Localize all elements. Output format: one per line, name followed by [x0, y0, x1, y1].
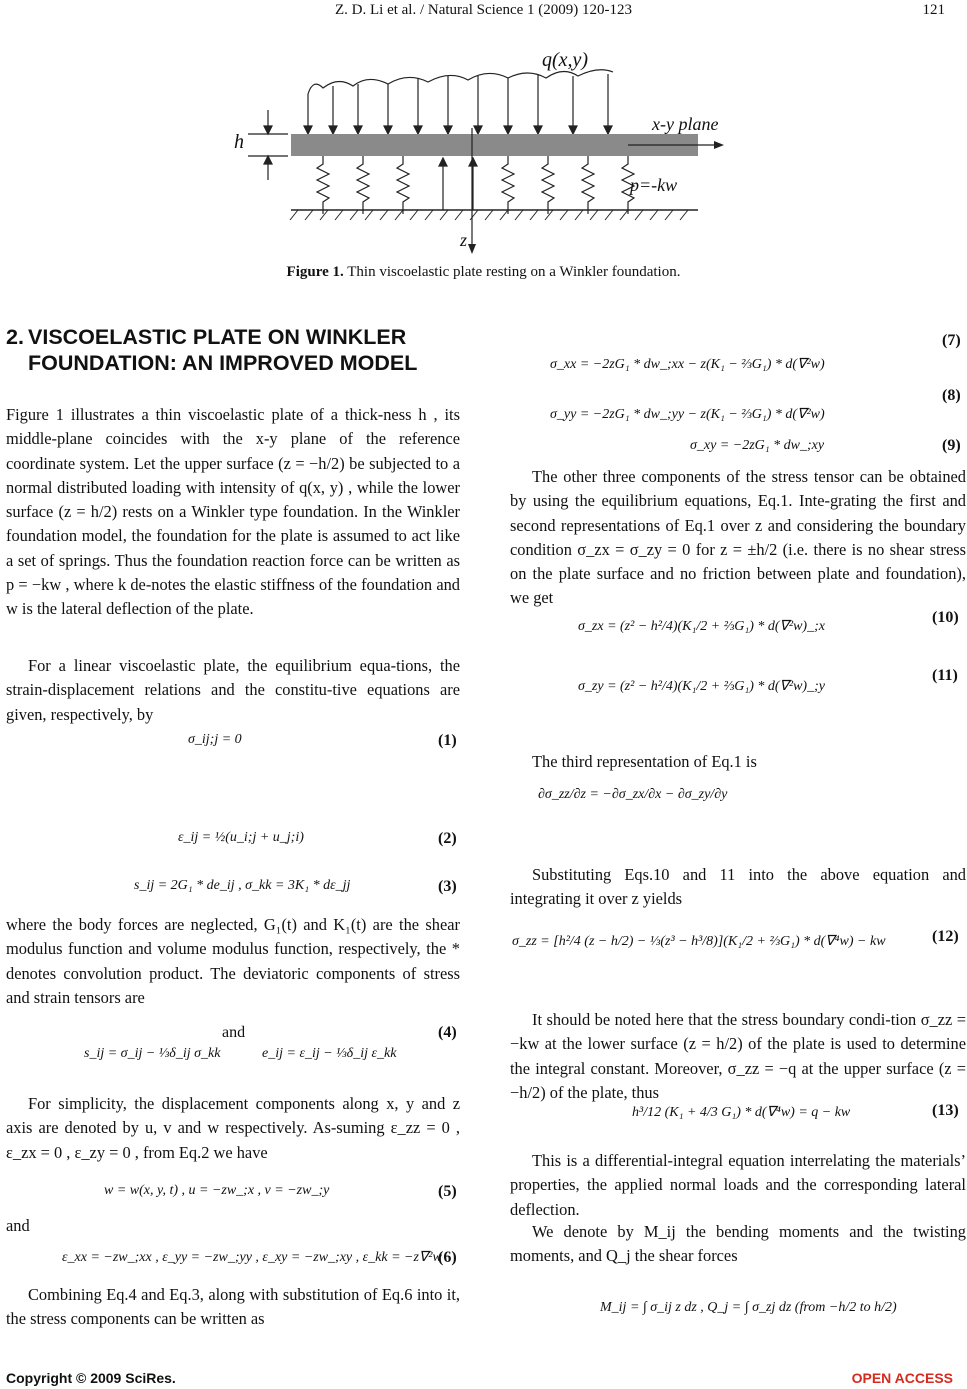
- left-paragraph-4: For simplicity, the displacement components along x, y and z axis are denoted by u, v and w respectively. As-suming ε_zz = 0 , ε_zx = 0 , ε_zy = 0 , from Eq.2 we have: [6, 1094, 460, 1162]
- left-paragraph-5: Combining Eq.4 and Eq.3, along with substitution of Eq.6 into it, the stress components can be written as: [6, 1285, 460, 1329]
- equation-12: σ_zz = [h²/4 (z − h/2) − ⅓(z³ − h³/8)](K₁/2 + ⅔G₁) * d(∇⁴w) − kw: [512, 934, 886, 949]
- equation-third-eq1: ∂σ_zz/∂z = −∂σ_zx/∂x − ∂σ_zy/∂y: [538, 787, 728, 802]
- caption-text: Thin viscoelastic plate resting on a Winkler foundation.: [343, 264, 681, 280]
- equation-10: σ_zx = (z² − h²/4)(K₁/2 + ⅔G₁) * d(∇²w)_;x: [578, 619, 825, 634]
- right-paragraph-2: The third representation of Eq.1 is: [532, 752, 757, 771]
- equation-4a: s_ij = σ_ij − ⅓δ_ij σ_kk: [84, 1046, 221, 1061]
- left-paragraph-1: Figure 1 illustrates a thin viscoelastic plate of a thick-ness h , its middle-plane coincides with the x-y plane of the reference coordinate system. Let the upper surface (z = −h/2) be subjected to a normal distributed loading with intensity of q(x, y) , while the lower surface (z = h/2) rests on a Winkler type foundation. In the Winkler foundation model, the foundation for the plate is assumed to act like a set of springs. Thus the foundation reaction force can be written as p = −kw , where k de-notes the elastic stiffness of the foundation and w is the lateral deflection of the plate.: [6, 405, 460, 619]
- equation-4b: e_ij = ε_ij − ⅓δ_ij ε_kk: [262, 1046, 397, 1061]
- right-paragraph-3: Substituting Eqs.10 and 11 into the above equation and integrating it over z yields: [510, 865, 966, 909]
- equation-number-8: (8): [942, 387, 961, 404]
- right-paragraph-4: It should be noted here that the stress boundary condi-tion σ_zz = −kw at the lower surface (z = h/2) of the plate is used to determine the integral constant. Moreover, σ_zz = −q at the upper surface (z = −h/2) of the plate, thus: [510, 1010, 966, 1102]
- footer-open-access[interactable]: OPEN ACCESS: [851, 1370, 953, 1386]
- equation-number-7: (7): [942, 332, 961, 349]
- running-header: Z. D. Li et al. / Natural Science 1 (2009) 120-123: [335, 2, 632, 18]
- equation-9: σ_xy = −2zG₁ * dw_;xy: [690, 438, 825, 453]
- equation-number-13: (13): [932, 1102, 959, 1119]
- equation-number-4: (4): [438, 1024, 457, 1041]
- equation-number-1: (1): [438, 732, 457, 749]
- caption-label: Figure 1.: [286, 264, 344, 280]
- right-paragraph-5: This is a differential-integral equation interrelating the materials’ properties, the applied normal loads and the corresponding lateral deflection.: [510, 1151, 966, 1219]
- equation-moments: M_ij = ∫ σ_ij z dz , Q_j = ∫ σ_zj dz (from −h/2 to h/2): [600, 1300, 897, 1315]
- left-paragraph-3: where the body forces are neglected, G₁(t) and K₁(t) are the shear modulus function and volume modulus function, respectively, the * denotes convolution product. The deviatoric components of stress and strain tensors are: [6, 915, 460, 1007]
- equation-4-and: and: [222, 1024, 246, 1041]
- left-paragraph-2: For a linear viscoelastic plate, the equilibrium equa-tions, the strain-displacement relations and the constitu-tive equations are given, respectively, by: [6, 656, 460, 724]
- equation-11: σ_zy = (z² − h²/4)(K₁/2 + ⅔G₁) * d(∇²w)_;y: [578, 679, 825, 694]
- equation-1: σ_ij;j = 0: [188, 732, 242, 747]
- right-paragraph-6: We denote by M_ij the bending moments and the twisting moments, and Q_j the shear forces: [510, 1222, 966, 1266]
- label-plane: x-y plane: [652, 114, 719, 134]
- section-title: VISCOELASTIC PLATE ON WINKLER FOUNDATION: AN IMPROVED MODEL: [28, 325, 418, 375]
- label-load: q(x,y): [542, 49, 589, 71]
- figure-plate-diagram: [228, 38, 738, 266]
- left-and: and: [6, 1216, 30, 1235]
- equation-number-11: (11): [932, 667, 958, 684]
- equation-number-6: (6): [438, 1249, 457, 1266]
- footer-copyright: Copyright © 2009 SciRes.: [6, 1370, 176, 1386]
- figure-caption: [0, 264, 967, 281]
- equation-8: σ_yy = −2zG₁ * dw_;yy − z(K₁ − ⅔G₁) * d(∇²w): [550, 407, 825, 422]
- page-number: 121: [922, 2, 945, 18]
- equation-13: h³/12 (K₁ + 4/3 G₁) * d(∇⁴w) = q − kw: [632, 1105, 851, 1120]
- label-axis-z: z: [460, 230, 468, 250]
- equation-number-9: (9): [942, 437, 961, 454]
- label-thickness: h: [234, 131, 244, 153]
- equation-number-5: (5): [438, 1183, 457, 1200]
- equation-6: ε_xx = −zw_;xx , ε_yy = −zw_;yy , ε_xy = −zw_;xy , ε_kk = −z∇²w: [62, 1250, 442, 1265]
- equation-7: σ_xx = −2zG₁ * dw_;xx − z(K₁ − ⅔G₁) * d(∇²w): [550, 357, 825, 372]
- equation-3: s_ij = 2G₁ * de_ij , σ_kk = 3K₁ * dε_jj: [134, 878, 351, 893]
- section-number: 2.: [6, 325, 24, 349]
- equation-number-12: (12): [932, 928, 959, 945]
- section-heading: [6, 324, 476, 376]
- equation-5: w = w(x, y, t) , u = −zw_;x , v = −zw_;y: [104, 1183, 330, 1198]
- equation-number-3: (3): [438, 878, 457, 895]
- label-reaction: p=-kw: [630, 175, 678, 195]
- equation-2: ε_ij = ½(u_i;j + u_j;i): [178, 830, 304, 845]
- equation-number-10: (10): [932, 609, 959, 626]
- equation-number-2: (2): [438, 830, 457, 847]
- right-paragraph-1: The other three components of the stress tensor can be obtained by using the equilibrium equations, Eq.1. Inte-grating the first and second representations of Eq.1 over z and considering the boundary condition σ_zx = σ_zy = 0 for z = ±h/2 (i.e. there is no shear stress on the plate surface and no friction between plate and foundation), we get: [510, 467, 966, 608]
